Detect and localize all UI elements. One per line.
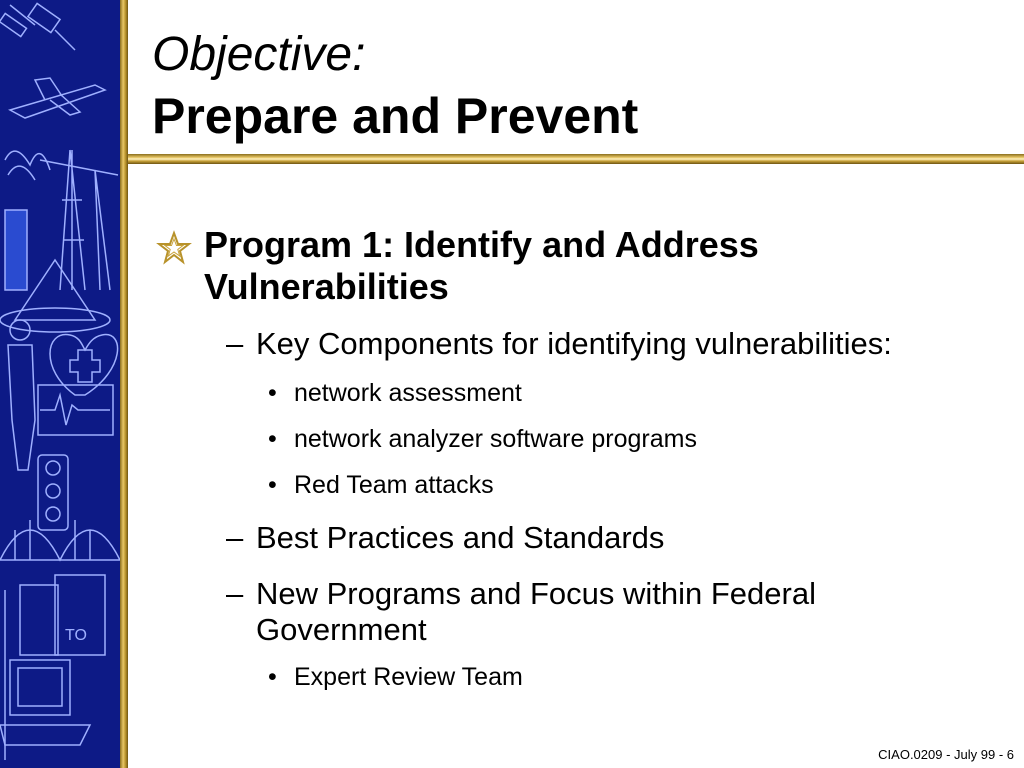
computer-icon	[0, 660, 90, 745]
network-analyzer-item: network analyzer software programs	[294, 425, 697, 453]
gold-horizontal-rule	[128, 154, 1024, 164]
gold-vertical-rule	[120, 0, 128, 768]
best-practices-item: Best Practices and Standards	[256, 520, 665, 555]
fountain-icon	[5, 151, 50, 180]
dot-bullet: •	[268, 663, 277, 691]
star-icon	[156, 230, 192, 266]
svg-text:TO: TO	[65, 627, 87, 644]
traffic-light-icon	[38, 455, 68, 530]
bridge-icon	[0, 520, 120, 560]
expert-review-item: Expert Review Team	[294, 663, 523, 691]
person-icon	[8, 320, 35, 470]
new-programs-item: New Programs and Focus within Federal Government	[256, 576, 816, 647]
slide-title-bold: Prepare and Prevent	[152, 88, 639, 144]
power-tower-icon	[40, 150, 118, 290]
dot-bullet: •	[268, 379, 277, 407]
slide-title-italic: Objective:	[152, 28, 366, 81]
sidebar-illustration	[0, 0, 120, 768]
airplane-icon	[10, 78, 105, 118]
dash-bullet: –	[226, 576, 244, 611]
key-components-item: Key Components for identifying vulnerabilities:	[256, 326, 892, 361]
slide-footer: CIAO.0209 - July 99 - 6	[878, 747, 1014, 762]
dash-bullet: –	[226, 520, 244, 555]
red-team-item: Red Team attacks	[294, 471, 494, 499]
dot-bullet: •	[268, 471, 277, 499]
dot-bullet: •	[268, 425, 277, 453]
satellite-icon	[0, 3, 75, 50]
dash-bullet: –	[226, 326, 244, 361]
heart-icon	[50, 335, 118, 395]
program-heading: Program 1: Identify and Address Vulnerabilities	[204, 224, 759, 307]
ekg-line-icon	[40, 395, 110, 425]
network-assessment-item: network assessment	[294, 379, 522, 407]
safe-icon	[20, 575, 105, 655]
